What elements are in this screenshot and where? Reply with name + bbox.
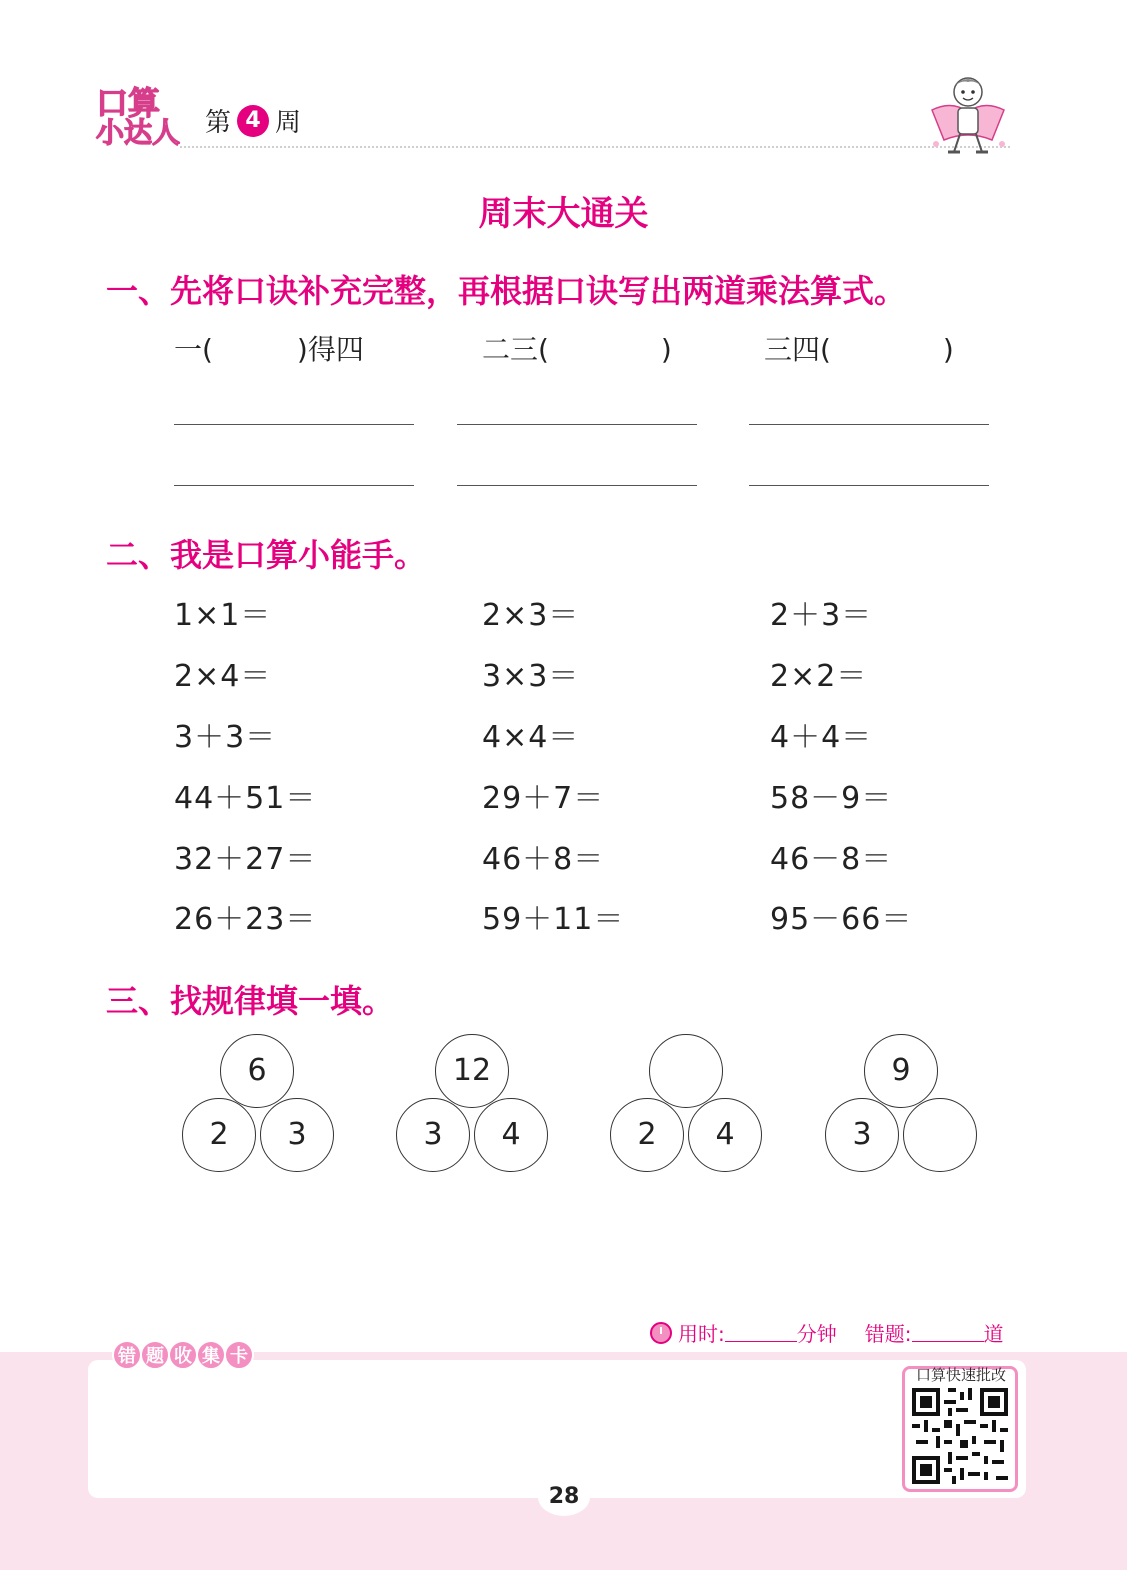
label-char: 集 [196, 1340, 226, 1370]
arithmetic-problem: 44＋51＝ [174, 781, 317, 816]
circle-right: 3 [260, 1098, 334, 1172]
arithmetic-problem: 46＋8＝ [482, 842, 605, 877]
logo-line2: 小达人 [96, 116, 181, 149]
logo-line1: 口算 [96, 84, 161, 122]
errors-blank[interactable] [912, 1323, 984, 1342]
arithmetic-problem: 2×4＝ [174, 659, 272, 694]
superhero-mascot-icon [922, 70, 1014, 160]
mnemonic-item-1: 一( )得四 [174, 333, 364, 366]
circle-left: 3 [825, 1098, 899, 1172]
circle-left: 3 [396, 1098, 470, 1172]
circle-top: 6 [220, 1034, 294, 1108]
page-title: 周末大通关 [478, 194, 649, 234]
arithmetic-problem: 95－66＝ [770, 902, 913, 937]
circle-left: 2 [182, 1098, 256, 1172]
circle-right: 4 [474, 1098, 548, 1172]
arithmetic-problem: 46－8＝ [770, 842, 893, 877]
header-divider [180, 146, 1010, 148]
circle-left: 2 [610, 1098, 684, 1172]
arithmetic-problem: 29＋7＝ [482, 781, 605, 816]
section2-heading: 二、我是口算小能手。 [106, 536, 427, 574]
answer-line[interactable] [174, 485, 414, 486]
week-number-badge: 4 [237, 105, 269, 137]
circle-top-blank[interactable] [649, 1034, 723, 1108]
time-and-errors-record [650, 1318, 1004, 1347]
error-card-label [112, 1340, 252, 1370]
stopwatch-icon [650, 1322, 672, 1344]
label-char: 题 [140, 1340, 170, 1370]
mnemonic-item-3: 三四( ) [764, 333, 954, 366]
arithmetic-problem: 3＋3＝ [174, 720, 277, 755]
circle-right: 4 [688, 1098, 762, 1172]
errors-unit: 道 [983, 1322, 1004, 1346]
week-prefix: 第 [205, 108, 232, 138]
circle-top: 12 [435, 1034, 509, 1108]
answer-line[interactable] [457, 485, 697, 486]
time-label: 用时: [678, 1322, 725, 1346]
arithmetic-problem: 4＋4＝ [770, 720, 873, 755]
section1-heading: 一、先将口诀补充完整，再根据口诀写出两道乘法算式。 [106, 272, 907, 310]
page-number: 28 [538, 1478, 590, 1516]
circle-right-blank[interactable] [903, 1098, 977, 1172]
arithmetic-problem: 1×1＝ [174, 598, 272, 633]
arithmetic-problem: 2×3＝ [482, 598, 580, 633]
answer-line[interactable] [749, 485, 989, 486]
error-collection-card[interactable] [88, 1360, 1026, 1498]
label-char: 错 [112, 1340, 142, 1370]
qr-code-icon[interactable] [912, 1388, 1008, 1484]
circle-top: 9 [864, 1034, 938, 1108]
mnemonic-item-2: 二三( ) [482, 333, 672, 366]
brand-logo [92, 86, 184, 152]
arithmetic-problem: 2×2＝ [770, 659, 868, 694]
label-char: 卡 [224, 1340, 254, 1370]
week-suffix: 周 [275, 108, 302, 138]
arithmetic-problem: 3×3＝ [482, 659, 580, 694]
qr-label: 口算快速批改 [915, 1366, 1006, 1384]
arithmetic-problem: 4×4＝ [482, 720, 580, 755]
arithmetic-problem: 59＋11＝ [482, 902, 625, 937]
time-unit: 分钟 [796, 1322, 837, 1346]
answer-line[interactable] [457, 424, 697, 425]
errors-label: 错题: [864, 1322, 912, 1346]
answer-line[interactable] [749, 424, 989, 425]
arithmetic-problem: 26＋23＝ [174, 902, 317, 937]
section3-heading: 三、找规律填一填。 [106, 982, 395, 1020]
arithmetic-problem: 58－9＝ [770, 781, 893, 816]
answer-line[interactable] [174, 424, 414, 425]
time-blank[interactable] [725, 1323, 797, 1342]
arithmetic-problem: 2＋3＝ [770, 598, 873, 633]
label-char: 收 [168, 1340, 198, 1370]
week-indicator [205, 102, 301, 139]
arithmetic-problem: 32＋27＝ [174, 842, 317, 877]
